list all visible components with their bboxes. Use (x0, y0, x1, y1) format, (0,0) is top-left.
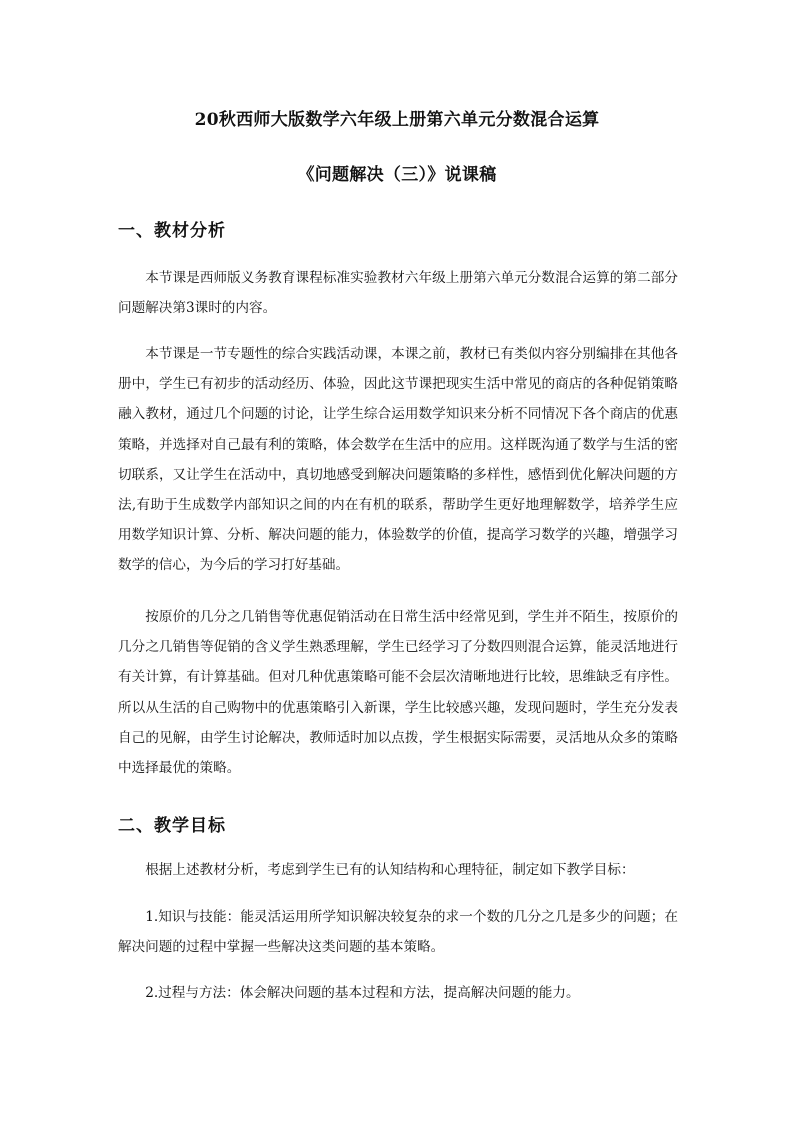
paragraph: 根据上述教材分析，考虑到学生已有的认知结构和心理特征，制定如下教学目标： (145, 862, 635, 878)
paragraph: 本节课是西师版义务教育课程标准实验教材六年级上册第六单元分数混合运算的第二部分问题解决第3课时的内容。 (118, 270, 678, 317)
section-heading-textbook-analysis: 一、教材分析 (118, 221, 226, 241)
paragraph: 2.过程与方法：体会解决问题的基本过程和方法，提高解决问题的能力。 (145, 985, 580, 1001)
paragraph: 本节课是一节专题性的综合实践活动课，本课之前，教材已有类似内容分别编排在其他各册中，学生已有初步的活动经历、体验，因此这节课把现实生活中常见的商店的各种促销策略融入教材，通过几个问题的讨论，让学生综合运用数学知识来分析不同情况下各个商店的优惠策略，并选择对自己最有利的策略，体会数学在生活中的应用。这样既沟通了数学与生活的密切联系，又让学生在活动中，真切地感受到解决问题策略的多样性，感悟到优化解决问题的方法,有助于生成数学内部知识之间的内在有机的联系，帮助学生更好地理解数学，培养学生应用数学知识计算、分析、解决问题的能力，体验数学的价值，提高学习数学的兴趣，增强学习数学的信心，为今后的学习打好基础。 (118, 346, 678, 574)
document-title-line2: 《问题解决（三）》说课稿 (297, 165, 497, 185)
paragraph: 1.知识与技能：能灵活运用所学知识解决较复杂的求一个数的几分之几是多少的问题；在解决问题的过程中掌握一些解决这类问题的基本策略。 (118, 909, 678, 956)
paragraph: 按原价的几分之几销售等优惠促销活动在日常生活中经常见到，学生并不陌生，按原价的几分之几销售等促销的含义学生熟悉理解，学生已经学习了分数四则混合运算，能灵活地进行有关计算，有计算基础。但对几种优惠策略可能不会层次清晰地进行比较，思维缺乏有序性。所以从生活的自己购物中的优惠策略引入新课，学生比较感兴趣，发现问题时，学生充分发表自己的见解，由学生讨论解决，教师适时加以点拨，学生根据实际需要，灵活地从众多的策略中选择最优的策略。 (118, 609, 678, 777)
section-heading-teaching-goals: 二、教学目标 (118, 816, 226, 836)
document-title-line1: 20秋西师大版数学六年级上册第六单元分数混合运算 (194, 110, 600, 130)
